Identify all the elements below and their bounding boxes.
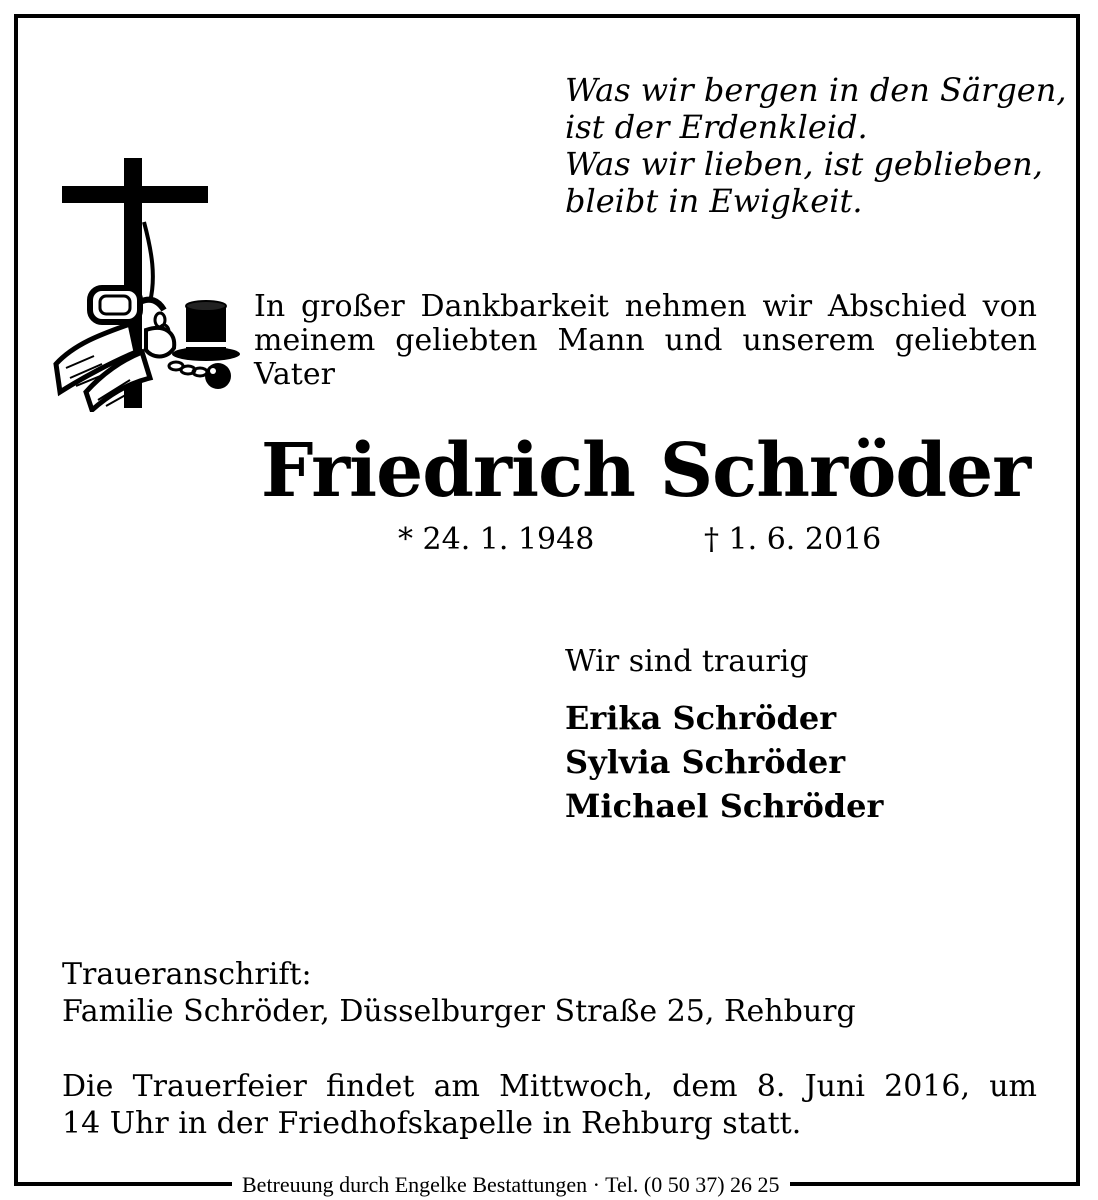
intro-line: meinem geliebten Mann und unserem geliebten (254, 323, 1037, 358)
mourners-list (565, 696, 883, 828)
ceremony-line: 14 Uhr in der Friedhofskapelle in Rehburg statt. (62, 1106, 802, 1141)
poem-line: Was wir lieben, ist geblieben, (565, 145, 1043, 183)
funeral-home-footer: Betreuung durch Engelke Bestattungen · Tel. (0 50 37) 26 25 (232, 1170, 790, 1200)
birth-date: * 24. 1. 1948 (398, 522, 595, 557)
deceased-name: Friedrich Schröder (260, 428, 1031, 514)
poem-line: bleibt in Ewigkeit. (565, 182, 863, 220)
mourner-name: Sylvia Schröder (565, 743, 846, 781)
poem-line: Was wir bergen in den Särgen, (565, 71, 1067, 109)
address-label: Traueranschrift: (62, 957, 312, 992)
mourner-name: Erika Schröder (565, 699, 837, 737)
death-date: † 1. 6. 2016 (704, 522, 882, 557)
mourning-address (62, 956, 1042, 1030)
address-value: Familie Schröder, Düsselburger Straße 25, Rehburg (62, 994, 856, 1029)
intro-text (254, 290, 1037, 392)
cross-with-diving-mask-flippers-top-hat-icon (46, 152, 242, 412)
intro-line: Vater (254, 357, 335, 392)
intro-line: In großer Dankbarkeit nehmen wir Abschied von (254, 289, 1037, 324)
poem-line: ist der Erdenkleid. (565, 108, 868, 146)
mourning-phrase: Wir sind traurig (565, 644, 809, 679)
poem (565, 72, 1065, 220)
ceremony-info (62, 1068, 1037, 1142)
ceremony-line: Die Trauerfeier findet am Mittwoch, dem 8. Juni 2016, um (62, 1069, 1037, 1104)
mourner-name: Michael Schröder (565, 787, 884, 825)
